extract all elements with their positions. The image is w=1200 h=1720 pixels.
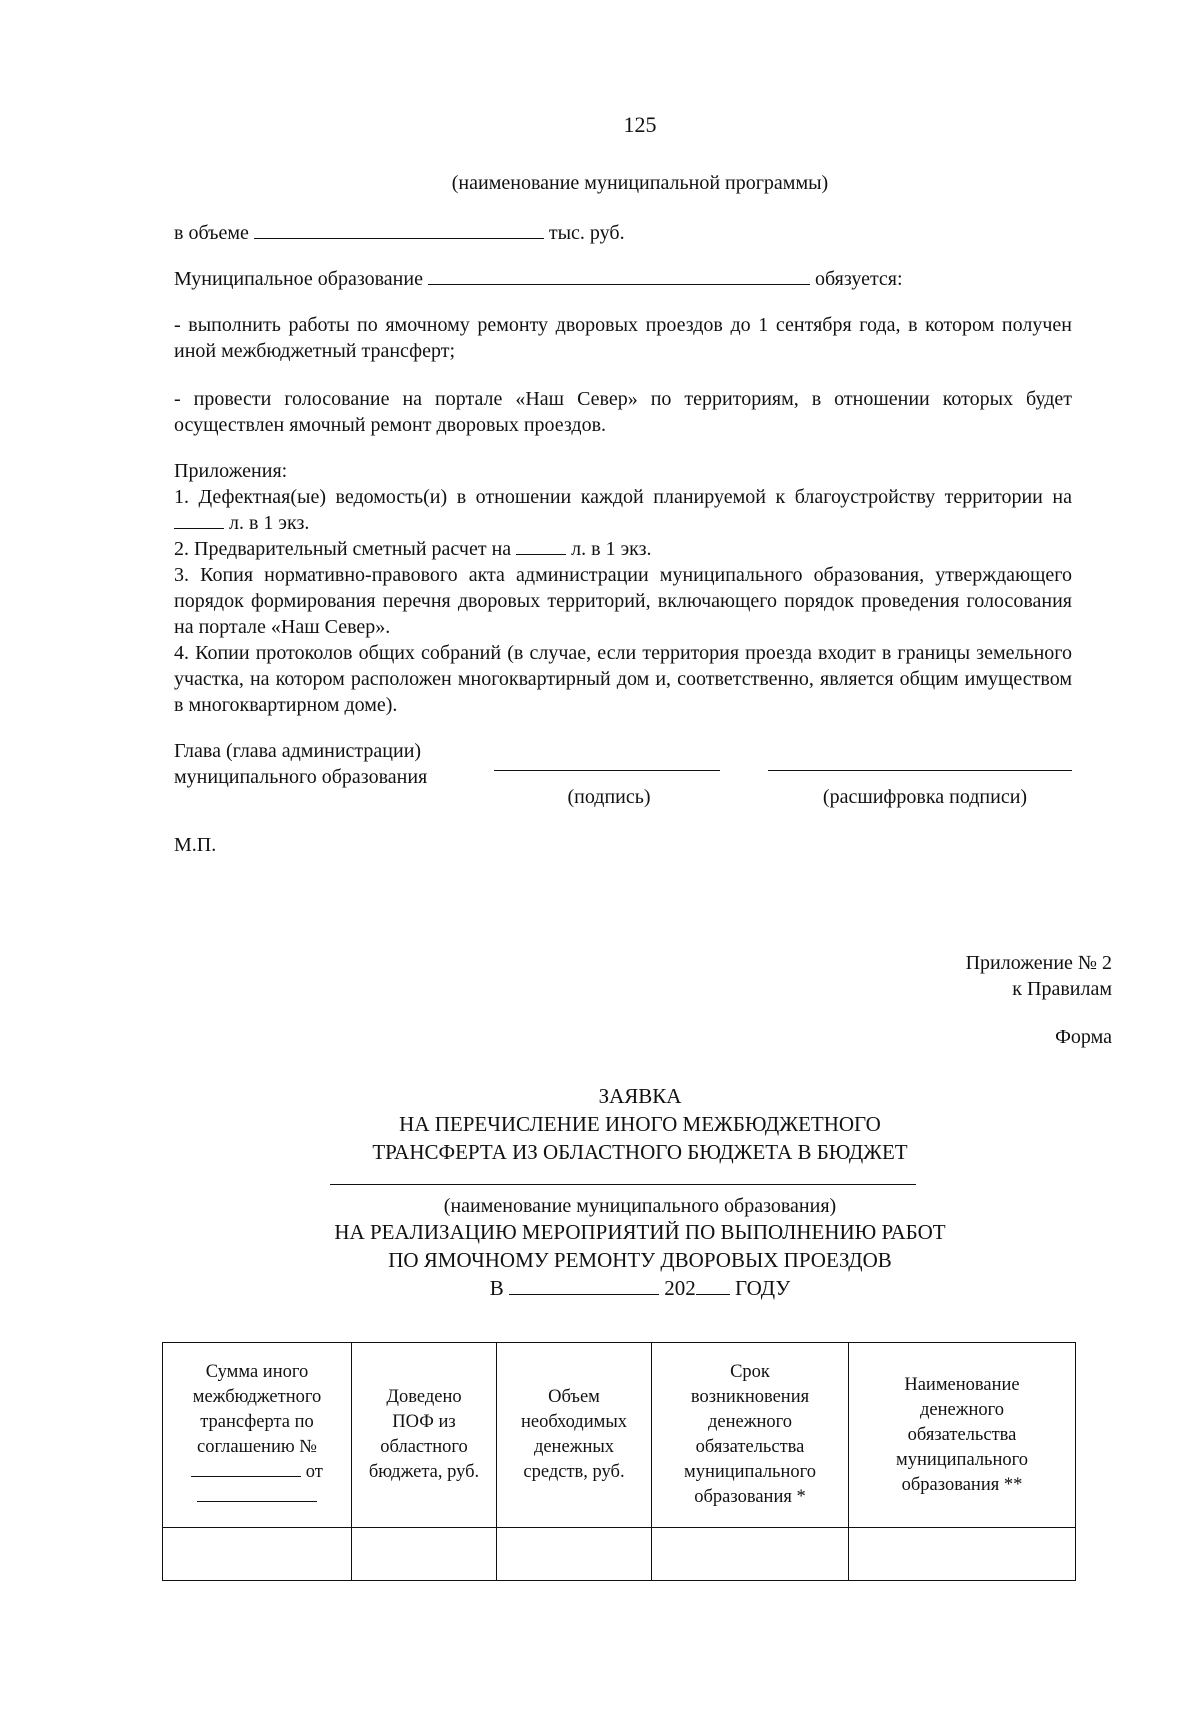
header-col3-line3: денежных [533,1437,615,1457]
attachment-item-1-text: 1. Дефектная(ые) ведомость(и) в отношении каждой планируемой к благоустройству территории на [174,486,1072,508]
header-col3-line2: необходимых [520,1412,628,1432]
month-blank[interactable] [509,1276,659,1295]
title-line-1: ЗАЯВКА [598,1084,682,1108]
title-line-4: НА РЕАЛИЗАЦИЮ МЕРОПРИЯТИЙ ПО ВЫПОЛНЕНИЮ РАБОТ [334,1220,946,1244]
header-col2-line3: областного [380,1437,468,1457]
header-obligation-term [652,1343,849,1528]
attachment-item-1-end: л. в 1 экз. [229,512,310,534]
signature-title [174,738,427,790]
year-suffix: ГОДУ [735,1276,791,1300]
header-col5-line2: денежного [919,1399,1005,1420]
attachment-item-1 [174,484,1072,536]
header-col4-line6: образования * [694,1487,806,1507]
agreement-number-blank[interactable] [191,1460,301,1477]
municipality-name-line[interactable] [330,1184,916,1185]
municipality-blank[interactable] [428,266,810,285]
header-col1-line5 [167,1460,347,1485]
title-line-3: ТРАНСФЕРТА ИЗ ОБЛАСТНОГО БЮДЖЕТА В БЮДЖЕТ [372,1140,908,1164]
stamp-label: М.П. [174,834,217,856]
volume-suffix: тыс. руб. [548,222,625,244]
header-transfer-sum [163,1343,352,1528]
header-col1-line2: межбюджетного [192,1387,322,1407]
header-col4-line4: обязательства [695,1437,805,1457]
year-prefix: В [489,1276,504,1300]
application-table [162,1342,1076,1581]
table-header-row [163,1343,1076,1528]
header-col2-line1: Доведено [386,1387,462,1407]
appendix-label [700,950,1112,1002]
obligation-2: - провести голосование на портале «Наш Север» по территориям, в отношении которых будет осуществлен ямочный ремонт дворовых проездов. [174,388,1072,436]
volume-line [174,220,625,245]
header-col5-line4: муниципального [895,1449,1029,1470]
year-mid: 202 [664,1276,696,1300]
header-required-funds [497,1343,652,1528]
cell-required-funds[interactable] [497,1528,652,1581]
header-col4-line2: возникновения [690,1387,810,1407]
attachment-item-2-blank[interactable] [516,536,566,555]
municipality-prefix: Муниципальное образование [174,268,423,290]
signature-caption: (подпись) [567,786,651,808]
signature-decode-line[interactable] [768,770,1072,771]
obligation-1: - выполнить работы по ямочному ремонту дворовых проездов до 1 сентября года, в котором получен иной межбюджетный трансферт; [174,314,1072,362]
title-line-2: НА ПЕРЕЧИСЛЕНИЕ ИНОГО МЕЖБЮДЖЕТНОГО [399,1112,881,1136]
title-line-5: ПО ЯМОЧНОМУ РЕМОНТУ ДВОРОВЫХ ПРОЕЗДОВ [388,1248,892,1272]
header-col1-ot: от [305,1462,323,1482]
header-col4-line5: муниципального [683,1462,817,1482]
attachments-heading: Приложения: [174,460,288,482]
cell-obligation-term[interactable] [652,1528,849,1581]
page-number: 125 [623,112,657,137]
signature-title-line2: муниципального образования [174,766,428,788]
header-col1-line1: Сумма иного [205,1362,309,1382]
appendix-line1: Приложение № 2 [965,952,1112,974]
attachment-item-2 [174,536,1072,562]
attachment-item-2-end: л. в 1 экз. [571,538,652,560]
attachment-item-1-blank[interactable] [174,510,224,529]
year-line [0,1274,1200,1302]
header-col2-line2: ПОФ из [392,1412,456,1432]
attachment-item-3: 3. Копия нормативно-правового акта администрации муниципального образования, утверждающего порядок формирования перечня дворовых территорий, включающего порядок проведения голосования на портале «Наш Север». [174,564,1072,638]
header-obligation-name [849,1343,1076,1528]
header-col5-line1: Наименование [904,1374,1020,1395]
signature-line[interactable] [494,770,720,771]
program-caption: (наименование муниципальной программы) [451,172,829,194]
signature-decode-caption: (расшифровка подписи) [822,786,1028,808]
municipality-suffix: обязуется: [814,268,903,290]
header-col1-line3: трансферта по [200,1412,314,1432]
header-col2-line4: бюджета, руб. [368,1462,480,1482]
volume-blank[interactable] [254,220,544,239]
cell-pof[interactable] [352,1528,497,1581]
cell-obligation-name[interactable] [849,1528,1076,1581]
table-row [163,1528,1076,1581]
signature-title-line1: Глава (глава администрации) [174,740,422,762]
municipality-line [174,266,903,291]
municipality-name-caption: (наименование муниципального образования) [443,1195,837,1217]
header-col1-line4: соглашению № [197,1437,317,1457]
attachment-item-2-text: 2. Предварительный сметный расчет на [174,538,512,560]
year-blank[interactable] [696,1276,730,1295]
appendix-line2: к Правилам [1012,978,1112,1000]
attachment-item-4: 4. Копии протоколов общих собраний (в случае, если территория проезда входит в границы земельного участка, на котором расположен многоквартирный дом и, соответственно, является общим имуществом в многоквартирном доме). [174,642,1072,716]
header-col5-line3: обязательства [907,1424,1017,1445]
header-col5-line5: образования ** [901,1474,1023,1495]
header-pof [352,1343,497,1528]
cell-transfer-sum[interactable] [163,1528,352,1581]
header-col4-line3: денежного [707,1412,793,1432]
form-label: Форма [1055,1026,1112,1048]
header-col3-line1: Объем [548,1387,600,1407]
header-col4-line1: Срок [730,1362,770,1382]
agreement-date-blank[interactable] [197,1485,317,1502]
header-col3-line4: средств, руб. [523,1462,625,1482]
volume-prefix: в объеме [174,222,249,244]
header-col1-line6 [167,1485,347,1510]
